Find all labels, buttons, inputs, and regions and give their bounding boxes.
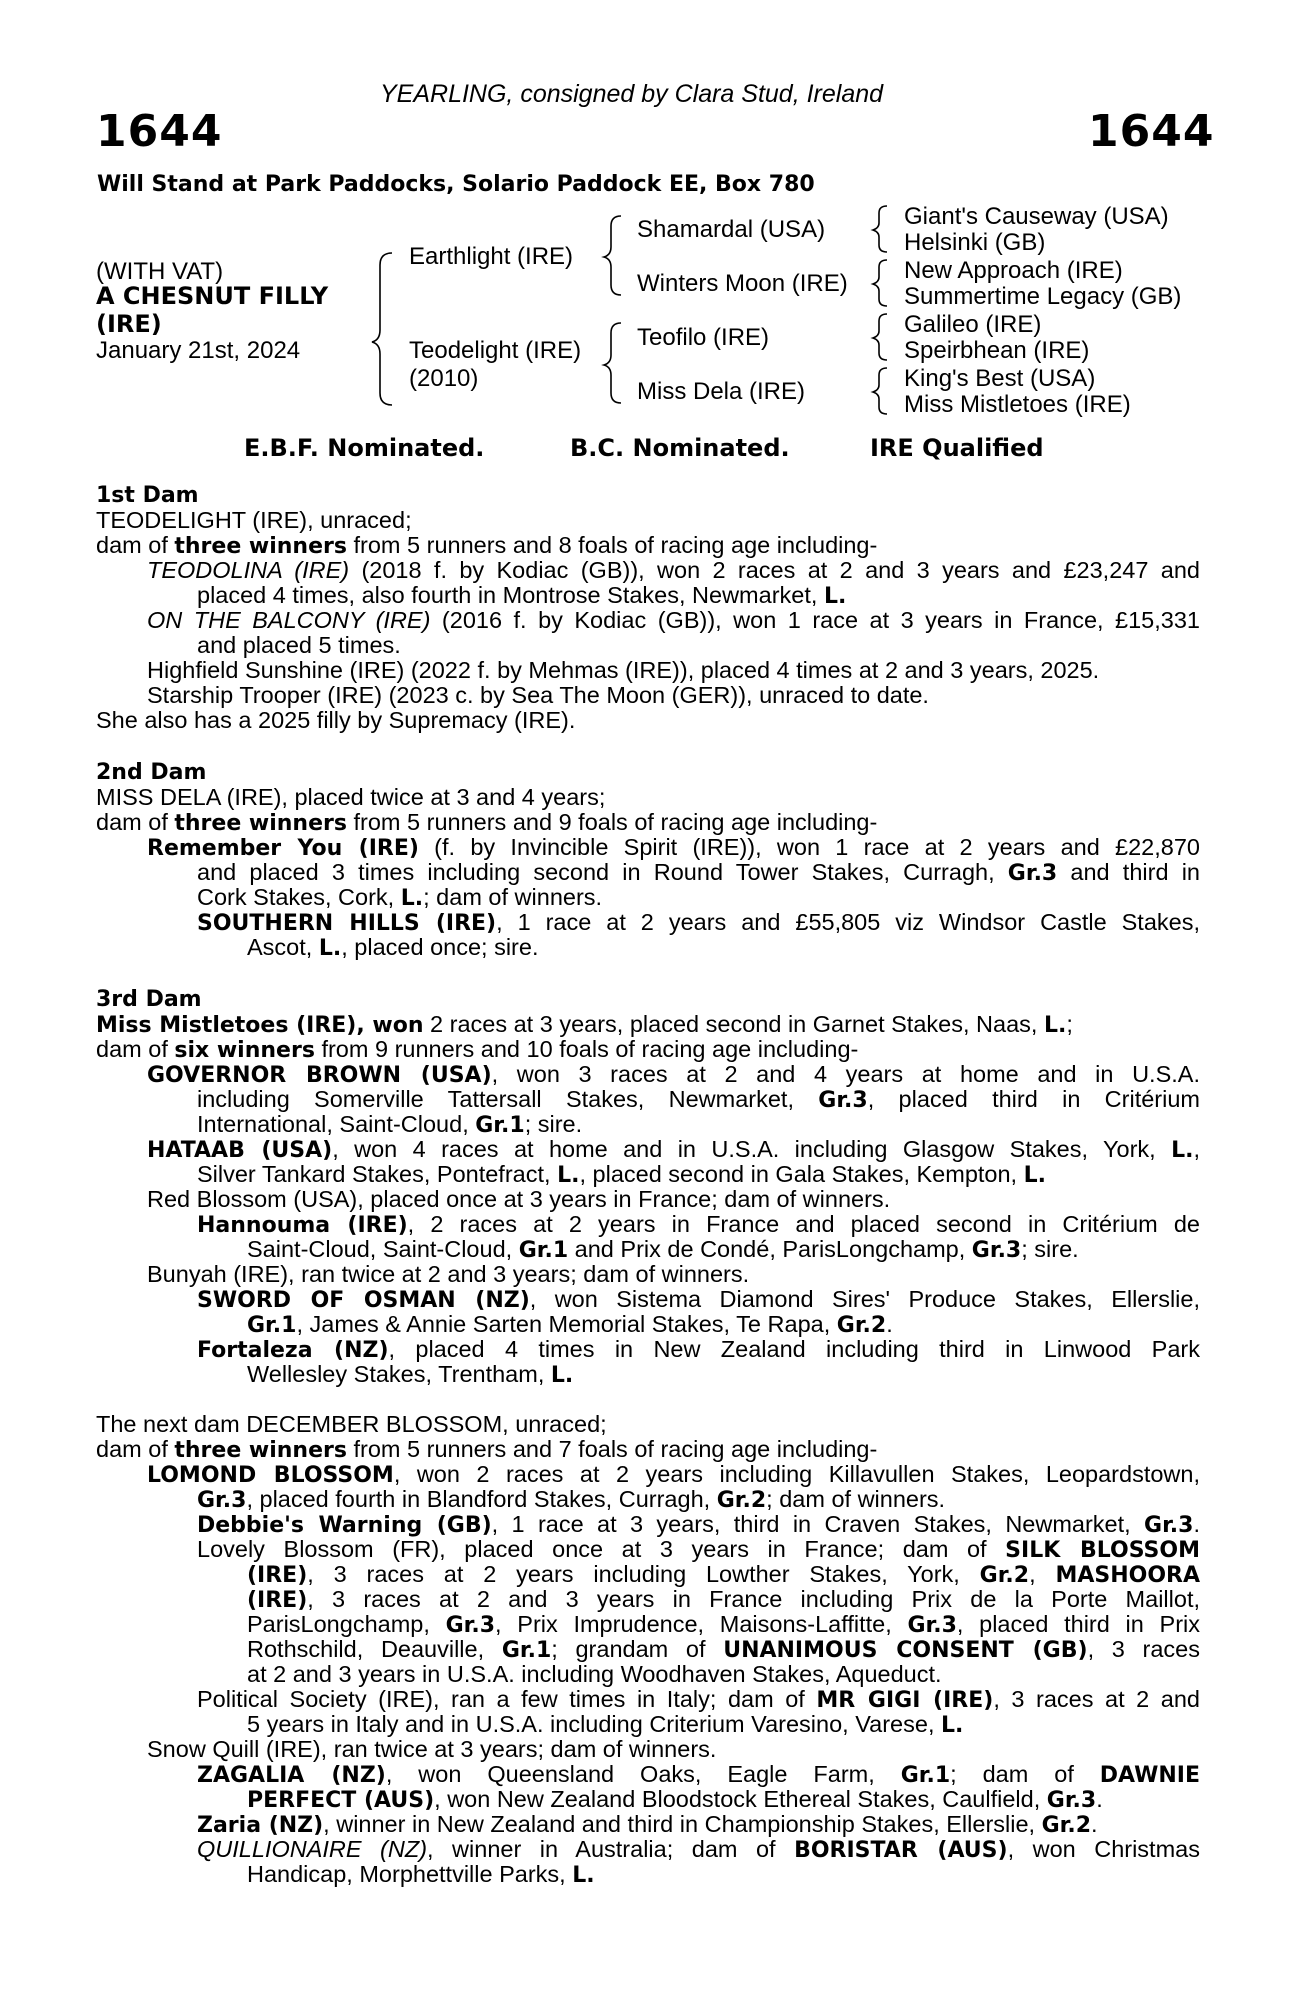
- text-run: , placed 4 times in New Zealand including third in Linwood Park: [388, 1336, 1200, 1362]
- catalogue-body: [96, 0, 1200, 2000]
- dam-dam: Miss Dela (IRE): [637, 378, 806, 405]
- produce-highfield-sunshine: Highfield Sunshine (IRE) (2022 f. by Mehmas (IRE)), placed 4 times at 2 and 3 years, 2025.: [147, 657, 1100, 683]
- bold-text: Gr.2: [1041, 1813, 1092, 1838]
- second-dam-summary: [96, 810, 1200, 837]
- gg-sss: Giant's Causeway (USA): [904, 203, 1169, 230]
- bold-text: LOMOND BLOSSOM: [147, 1463, 394, 1488]
- text-run: Cork Stakes, Cork,: [197, 884, 401, 910]
- dam: Teodelight (IRE): [409, 337, 582, 364]
- produce-governor-brown-cont2: [197, 1112, 1200, 1139]
- third-dam-heading: 3rd Dam: [96, 987, 202, 1012]
- bold-text: Debbie's Warning (GB): [197, 1513, 492, 1538]
- produce-quillionaire: [197, 1837, 1200, 1864]
- bold-text: L.: [318, 936, 342, 961]
- bold-text: Hannouma (IRE): [197, 1213, 408, 1238]
- bold-text: L.: [572, 1863, 595, 1888]
- bold-text: Remember You (IRE): [147, 836, 419, 861]
- sire-sire: Shamardal (USA): [637, 216, 826, 243]
- bold-text: three winners: [174, 811, 347, 836]
- stand-location: Will Stand at Park Paddocks, Solario Paddock EE, Box 780: [97, 172, 815, 197]
- text-run: Ascot,: [247, 934, 319, 960]
- text-run: , won 3 races at 2 and 4 years at home and in U.S.A.: [491, 1061, 1200, 1087]
- gg-sds: New Approach (IRE): [904, 257, 1123, 284]
- text-run: ; dam of winners.: [423, 884, 603, 910]
- bold-text: Gr.3: [818, 1088, 868, 1113]
- text-run: .: [886, 1311, 893, 1337]
- bold-text: Gr.2: [979, 1563, 1030, 1588]
- bold-text: MASHOORA: [1055, 1563, 1200, 1588]
- produce-sword-of-osman: [197, 1287, 1200, 1314]
- text-run: dam of: [96, 532, 175, 558]
- produce-teodolina-cont: [197, 583, 1200, 610]
- date-of-birth: January 21st, 2024: [96, 337, 301, 364]
- bc-nominated: B.C. Nominated.: [570, 434, 790, 462]
- produce-lovely-blossom-cont2: [247, 1587, 1200, 1614]
- text-run: .: [1091, 1811, 1098, 1837]
- produce-lovely-blossom-cont4: [247, 1637, 1200, 1664]
- text-run: , winner in Australia; dam of: [427, 1836, 795, 1862]
- text-run: , 3 races: [1087, 1636, 1201, 1662]
- text-run: dam of: [96, 1436, 175, 1462]
- first-dam-line: TEODELIGHT (IRE), unraced;: [96, 507, 412, 533]
- bold-text: Fortaleza (NZ): [197, 1338, 389, 1363]
- horse-name-country: (IRE): [96, 310, 162, 338]
- text-run: placed 4 times, also fourth in Montrose Stakes, Newmarket,: [197, 582, 824, 608]
- produce-fortaleza: [197, 1337, 1200, 1364]
- bold-text: ZAGALIA (NZ): [197, 1763, 386, 1788]
- text-run: ; sire.: [1021, 1236, 1079, 1262]
- produce-lovely-blossom: [197, 1537, 1200, 1564]
- text-run: TEODOLINA (IRE): [147, 557, 350, 583]
- text-run: Rothschild, Deauville,: [247, 1636, 502, 1662]
- produce-zaria: [197, 1812, 1200, 1839]
- produce-political-society-cont: [247, 1712, 1200, 1739]
- text-run: , won 4 races at home and in U.S.A. including Glasgow Stakes, York,: [332, 1136, 1172, 1162]
- bold-text: (IRE): [247, 1588, 308, 1613]
- text-run: , placed third in Critérium: [867, 1086, 1200, 1112]
- bold-text: L.: [1171, 1138, 1194, 1163]
- text-run: , placed second in Gala Stakes, Kempton,: [579, 1161, 1024, 1187]
- dam-sire: Teofilo (IRE): [637, 324, 770, 351]
- produce-red-blossom: Red Blossom (USA), placed once at 3 years in France; dam of winners.: [147, 1186, 891, 1212]
- text-run: and third in: [1057, 859, 1200, 885]
- third-dam-summary: [96, 1037, 1200, 1064]
- text-run: 5 years in Italy and in U.S.A. including Criterium Varesino, Varese,: [247, 1711, 941, 1737]
- text-run: ; dam of: [950, 1761, 1100, 1787]
- produce-on-the-balcony-cont: and placed 5 times.: [197, 632, 401, 658]
- text-run: including Somerville Tattersall Stakes, Newmarket,: [197, 1086, 819, 1112]
- produce-political-society: [197, 1687, 1200, 1714]
- bold-text: L.: [400, 886, 424, 911]
- gg-ddd: Miss Mistletoes (IRE): [904, 391, 1131, 418]
- produce-snow-quill: Snow Quill (IRE), ran twice at 3 years; dam of winners.: [147, 1736, 717, 1762]
- produce-bunyah: Bunyah (IRE), ran twice at 2 and 3 years; dam of winners.: [147, 1261, 750, 1287]
- text-run: and Prix de Condé, ParisLongchamp,: [568, 1236, 972, 1262]
- second-dam-heading: 2nd Dam: [96, 760, 207, 785]
- produce-governor-brown: [147, 1062, 1200, 1089]
- bold-text: Gr.3: [907, 1613, 957, 1638]
- bold-text: SILK BLOSSOM: [1005, 1538, 1200, 1563]
- text-run: Political Society (IRE), ran a few times in Italy; dam of: [197, 1686, 817, 1712]
- bold-text: DAWNIE: [1099, 1763, 1200, 1788]
- vat-label: (WITH VAT): [96, 258, 224, 285]
- bold-text: HATAAB (USA): [147, 1138, 333, 1163]
- text-run: , placed fourth in Blandford Stakes, Curragh,: [246, 1486, 717, 1512]
- text-run: Saint-Cloud, Saint-Cloud,: [247, 1236, 519, 1262]
- bold-text: Gr.1: [501, 1638, 552, 1663]
- text-run: , 2 races at 2 years in France and placed second in Critérium de: [407, 1211, 1200, 1237]
- text-run: , 1 race at 3 years, third in Craven Stakes, Newmarket,: [491, 1511, 1145, 1537]
- bold-text: GOVERNOR BROWN (USA): [147, 1063, 492, 1088]
- produce-hannouma-cont: [247, 1237, 1200, 1264]
- ebf-nominated: E.B.F. Nominated.: [244, 434, 485, 462]
- text-run: 2 races at 3 years, placed second in Garnet Stakes, Naas,: [423, 1011, 1044, 1037]
- bold-text: six winners: [174, 1038, 315, 1063]
- text-run: QUILLIONAIRE (NZ): [197, 1836, 428, 1862]
- text-run: (2018 f. by Kodiac (GB)), won 2 races at 2 and 3 years and £23,247 and: [349, 557, 1200, 583]
- text-run: , James & Annie Sarten Memorial Stakes, Te Rapa,: [296, 1311, 837, 1337]
- text-run: .: [1193, 1511, 1200, 1537]
- bold-text: Miss Mistletoes (IRE), won: [96, 1013, 424, 1038]
- bold-text: Gr.1: [518, 1238, 569, 1263]
- produce-lovely-blossom-cont: [247, 1562, 1200, 1589]
- text-run: ON THE BALCONY (IRE): [147, 607, 431, 633]
- produce-2025-filly: She also has a 2025 filly by Supremacy (IRE).: [96, 707, 576, 733]
- bold-text: (IRE): [247, 1563, 308, 1588]
- text-run: ;: [1066, 1011, 1073, 1037]
- produce-debbies-warning: [197, 1512, 1200, 1539]
- text-run: , won New Zealand Bloodstock Ethereal Stakes, Caulfield,: [434, 1786, 1047, 1812]
- text-run: , won Sistema Diamond Sires' Produce Stakes, Ellerslie,: [529, 1286, 1200, 1312]
- bold-text: L.: [823, 584, 847, 609]
- produce-hannouma: [197, 1212, 1200, 1239]
- text-run: ParisLongchamp,: [247, 1611, 446, 1637]
- text-run: , winner in New Zealand and third in Championship Stakes, Ellerslie,: [323, 1811, 1042, 1837]
- text-run: , 1 race at 2 years and £55,805 viz Windsor Castle Stakes,: [496, 909, 1200, 935]
- text-run: from 5 runners and 8 foals of racing age including-: [346, 532, 878, 558]
- bold-text: Gr.1: [475, 1113, 525, 1138]
- bold-text: Gr.3: [445, 1613, 496, 1638]
- text-run: , Prix Imprudence, Maisons-Laffitte,: [495, 1611, 908, 1637]
- produce-southern-hills-cont: [247, 935, 1200, 962]
- produce-sword-of-osman-cont: [247, 1312, 1200, 1339]
- text-run: , placed once; sire.: [341, 934, 539, 960]
- bold-text: PERFECT (AUS): [247, 1788, 435, 1813]
- bold-text: SOUTHERN HILLS (IRE): [197, 911, 497, 936]
- text-run: ,: [1029, 1561, 1056, 1587]
- gg-sdd: Summertime Legacy (GB): [904, 283, 1182, 310]
- text-run: from 9 runners and 10 foals of racing age including-: [314, 1036, 859, 1062]
- bold-text: Gr.1: [247, 1313, 297, 1338]
- text-run: (f. by Invincible Spirit (IRE)), won 1 race at 2 years and £22,870: [418, 834, 1200, 860]
- produce-starship-trooper: Starship Trooper (IRE) (2023 c. by Sea The Moon (GER)), unraced to date.: [147, 682, 929, 708]
- bold-text: Zaria (NZ): [197, 1813, 324, 1838]
- produce-fortaleza-cont: [247, 1362, 1200, 1389]
- produce-lomond-blossom: [147, 1462, 1200, 1489]
- ire-qualified: IRE Qualified: [870, 434, 1044, 462]
- text-run: , won 2 races at 2 years including Killavullen Stakes, Leopardstown,: [393, 1461, 1201, 1487]
- bold-text: Gr.3: [1144, 1513, 1194, 1538]
- bold-text: MR GIGI (IRE): [816, 1688, 994, 1713]
- bold-text: Gr.1: [900, 1763, 951, 1788]
- bold-text: Gr.3: [197, 1488, 247, 1513]
- produce-remember-you: [147, 835, 1200, 862]
- bold-text: three winners: [174, 534, 347, 559]
- text-run: (2016 f. by Kodiac (GB)), won 1 race at 3 years in France, £15,331: [430, 607, 1200, 633]
- gg-dss: Galileo (IRE): [904, 311, 1042, 338]
- text-run: , won Queensland Oaks, Eagle Farm,: [385, 1761, 901, 1787]
- produce-teodolina: [147, 558, 1200, 584]
- gg-ssd: Helsinki (GB): [904, 229, 1046, 256]
- bold-text: SWORD OF OSMAN (NZ): [197, 1288, 530, 1313]
- text-run: dam of: [96, 1036, 175, 1062]
- consignment-line: YEARLING, consigned by Clara Stud, Ireland: [380, 80, 884, 108]
- bold-text: L.: [1043, 1013, 1067, 1038]
- bold-text: Gr.2: [716, 1488, 767, 1513]
- produce-zagalia-cont: [247, 1787, 1200, 1814]
- next-dam-summary: [96, 1437, 1200, 1464]
- text-run: from 5 runners and 7 foals of racing age including-: [346, 1436, 878, 1462]
- text-run: dam of: [96, 809, 175, 835]
- sire-dam: Winters Moon (IRE): [637, 270, 848, 297]
- produce-on-the-balcony: [147, 608, 1200, 634]
- text-run: from 5 runners and 9 foals of racing age including-: [346, 809, 878, 835]
- sire: Earthlight (IRE): [409, 243, 574, 270]
- bold-text: Gr.3: [971, 1238, 1022, 1263]
- bold-text: UNANIMOUS CONSENT (GB): [723, 1638, 1088, 1663]
- text-run: ; sire.: [524, 1111, 583, 1137]
- lot-number-left: 1644: [96, 106, 223, 157]
- text-run: , 3 races at 2 and: [993, 1686, 1200, 1712]
- text-run: and placed 3 times including second in Round Tower Stakes, Curragh,: [197, 859, 1008, 885]
- text-run: International, Saint-Cloud,: [197, 1111, 476, 1137]
- text-run: Lovely Blossom (FR), placed once at 3 years in France; dam of: [197, 1536, 1006, 1562]
- produce-lovely-blossom-cont3: [247, 1612, 1200, 1639]
- produce-hataab: [147, 1137, 1200, 1164]
- bold-text: BORISTAR (AUS): [794, 1838, 1008, 1863]
- produce-lovely-blossom-cont5: at 2 and 3 years in U.S.A. including Woodhaven Stakes, Aqueduct.: [247, 1661, 942, 1687]
- text-run: , 3 races at 2 years including Lowther Stakes, York,: [307, 1561, 980, 1587]
- produce-quillionaire-cont: [247, 1862, 1200, 1889]
- text-run: Wellesley Stakes, Trentham,: [247, 1361, 551, 1387]
- bold-text: L.: [941, 1713, 964, 1738]
- text-run: Handicap, Morphettville Parks,: [247, 1861, 573, 1887]
- text-run: Silver Tankard Stakes, Pontefract,: [197, 1161, 558, 1187]
- horse-name: A CHESNUT FILLY: [96, 282, 329, 310]
- first-dam-heading: 1st Dam: [96, 483, 199, 508]
- next-dam-line: The next dam DECEMBER BLOSSOM, unraced;: [96, 1411, 607, 1437]
- text-run: ,: [1193, 1136, 1200, 1162]
- text-run: , won Christmas: [1007, 1836, 1200, 1862]
- produce-remember-you-cont: [197, 860, 1200, 887]
- produce-southern-hills: [197, 910, 1200, 937]
- lot-number-right: 1644: [1088, 106, 1215, 157]
- bold-text: Gr.3: [1007, 861, 1058, 886]
- second-dam-line: MISS DELA (IRE), placed twice at 3 and 4 years;: [96, 784, 606, 810]
- produce-lomond-blossom-cont: [197, 1487, 1200, 1514]
- bold-text: L.: [550, 1363, 574, 1388]
- text-run: , 3 races at 2 and 3 years in France including Prix de la Porte Maillot,: [307, 1586, 1200, 1612]
- text-run: .: [1096, 1786, 1103, 1812]
- text-run: , placed third in Prix: [956, 1611, 1200, 1637]
- bold-text: L.: [557, 1163, 580, 1188]
- gg-dsd: Speirbhean (IRE): [904, 337, 1090, 364]
- gg-dds: King's Best (USA): [904, 365, 1096, 392]
- produce-hataab-cont: [197, 1162, 1200, 1189]
- first-dam-summary: [96, 533, 1200, 560]
- bold-text: L.: [1023, 1163, 1047, 1188]
- bold-text: Gr.2: [836, 1313, 887, 1338]
- dam-year: (2010): [409, 365, 479, 392]
- produce-governor-brown-cont: [197, 1087, 1200, 1114]
- bold-text: three winners: [174, 1438, 347, 1463]
- text-run: ; dam of winners.: [766, 1486, 946, 1512]
- text-run: ; grandam of: [551, 1636, 724, 1662]
- third-dam-line: [96, 1012, 1200, 1039]
- produce-zagalia: [197, 1762, 1200, 1789]
- produce-remember-you-cont2: [197, 885, 1200, 912]
- bold-text: Gr.3: [1046, 1788, 1097, 1813]
